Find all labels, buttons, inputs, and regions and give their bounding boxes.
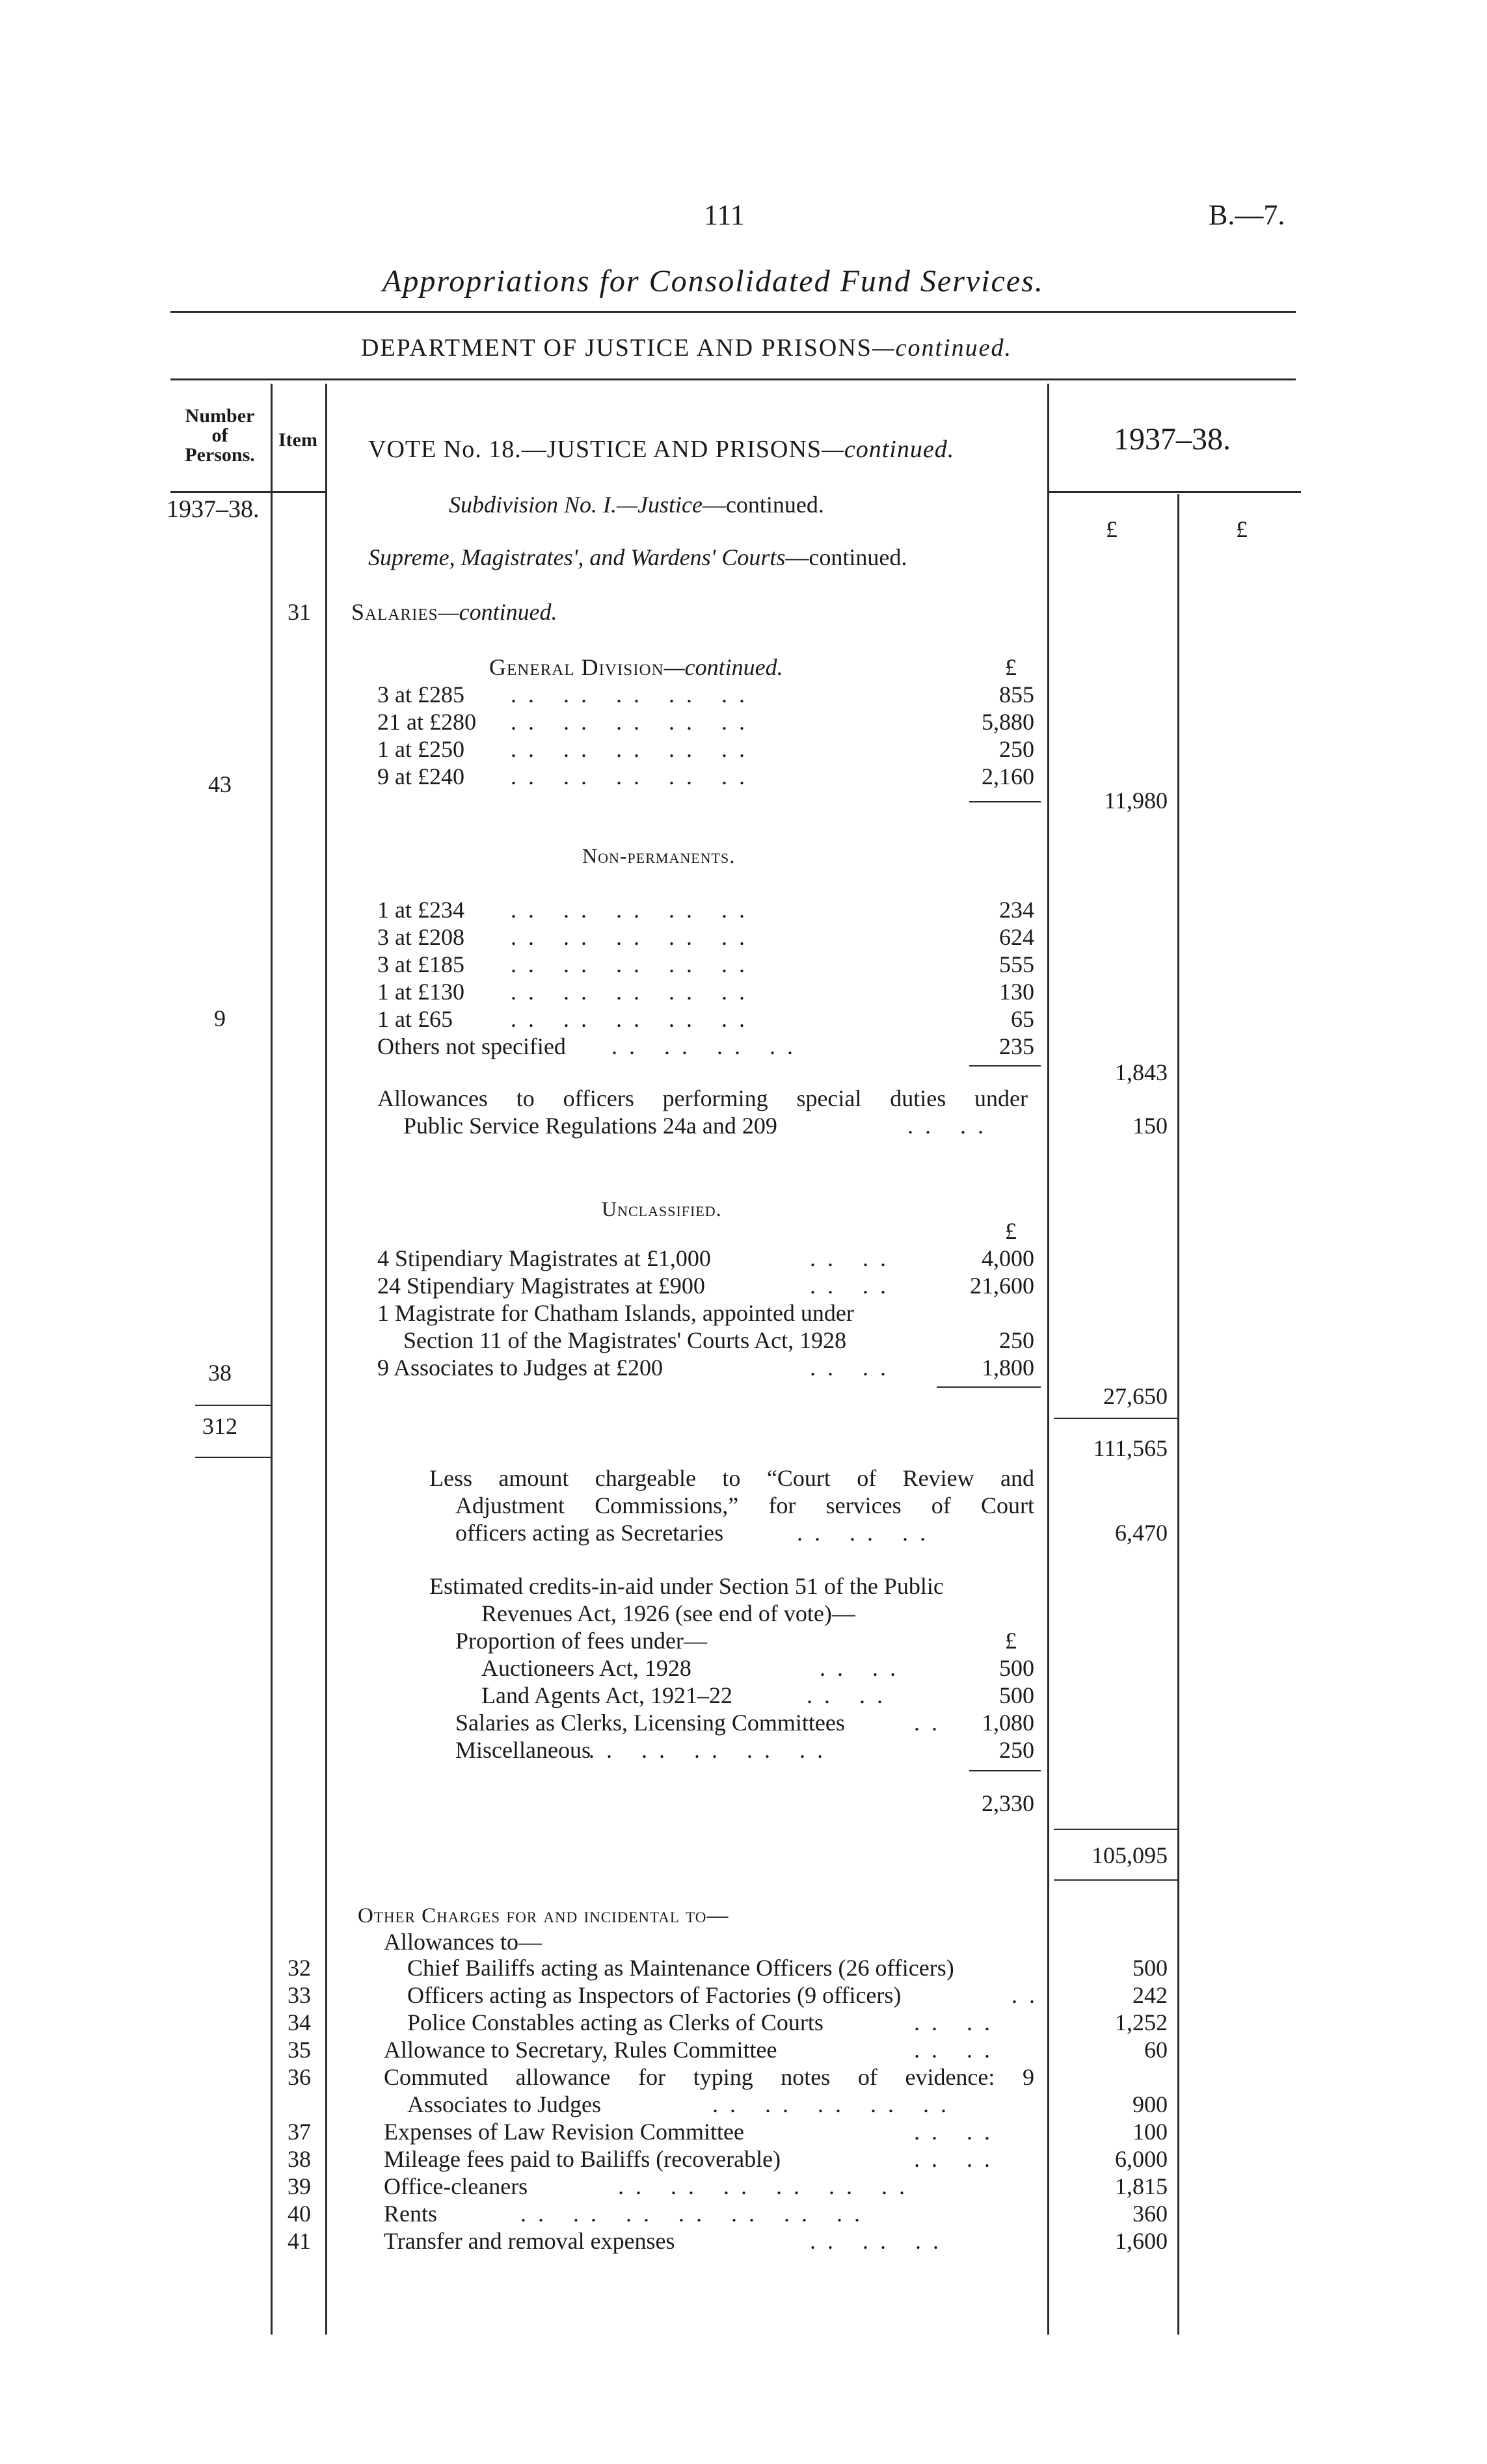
item-column-header: Item [278, 429, 317, 451]
section-total: 27,650 [1103, 1383, 1168, 1409]
credits-line3: Proportion of fees under— [455, 1628, 707, 1654]
charge-amount: 900 [1132, 2091, 1168, 2117]
leader-dots: .. .. [914, 2009, 1002, 2035]
charge-label: Rents [384, 2201, 438, 2227]
allowances-special-line2: Public Service Regulations 24a and 209 [403, 1113, 777, 1139]
list-item: 1 at £130 [377, 979, 464, 1005]
leader-dots: .. .. [914, 2146, 1002, 2172]
item-number: 31 [288, 599, 311, 625]
list-amount: 130 [999, 979, 1034, 1005]
charge-label: Mileage fees paid to Bailiffs (recoverable) [384, 2146, 781, 2172]
subdivision-heading: Subdivision No. I.—Justice—continued. [449, 492, 824, 518]
persons-count: 38 [208, 1360, 232, 1386]
pound-sign: £ [1005, 654, 1017, 680]
page-number: 111 [704, 199, 745, 231]
persons-total-rule [195, 1457, 271, 1458]
credits-line1: Estimated credits-in-aid under Section 51 of the Public [429, 1573, 944, 1599]
charge-label: Expenses of Law Revision Committee [384, 2119, 744, 2145]
list-item: 24 Stipendiary Magistrates at £900 [377, 1273, 705, 1299]
leader-dots: .. .. [810, 1355, 898, 1381]
item-column-rule [325, 384, 327, 2335]
list-amount: 235 [999, 1033, 1034, 1059]
item-number: 39 [288, 2173, 311, 2199]
leader-dots: .. .. .. .. .. [712, 2091, 958, 2117]
leader-dots: .. [1011, 1982, 1047, 2008]
list-amount: 1,800 [982, 1355, 1034, 1381]
item-number: 32 [288, 1955, 311, 1981]
vote-heading: VOTE No. 18.—JUSTICE AND PRISONS—continued. [368, 436, 955, 463]
list-item: 4 Stipendiary Magistrates at £1,000 [377, 1245, 711, 1271]
leader-dots: .. .. .. .. .. [511, 924, 757, 950]
list-amount: 5,880 [982, 709, 1034, 735]
leader-dots: .. .. .. .. .. [511, 709, 757, 735]
net-total: 105,095 [1092, 1842, 1168, 1868]
leader-dots: .. .. .. .. .. [511, 979, 757, 1005]
less-chargeable-amount: 6,470 [1115, 1520, 1168, 1546]
list-amount: 4,000 [982, 1245, 1034, 1271]
charge-label: Office-cleaners [384, 2173, 528, 2199]
list-amount: 250 [999, 1327, 1034, 1353]
list-item: 21 at £280 [377, 709, 476, 735]
charge-amount: 500 [1132, 1955, 1168, 1981]
charge-amount: 1,815 [1115, 2173, 1168, 2199]
list-amount: 250 [999, 736, 1034, 762]
list-item: 1 at £250 [377, 736, 464, 762]
list-amount: 855 [999, 682, 1034, 708]
net-total-rule-top [1054, 1829, 1177, 1830]
year-left: 1937–38. [167, 496, 260, 523]
non-permanents-heading: Non-permanents. [582, 844, 736, 868]
persons-column-header: Number of Persons. [185, 405, 255, 466]
list-amount: 500 [999, 1655, 1034, 1681]
item-number: 40 [288, 2201, 311, 2227]
leader-dots: .. .. [810, 1273, 898, 1299]
list-item: Miscellaneous [455, 1737, 591, 1763]
other-charges-heading: Other Charges for and incidental to— [358, 1904, 729, 1927]
credits-line2: Revenues Act, 1926 (see end of vote)— [481, 1600, 855, 1626]
list-amount: 65 [1011, 1006, 1034, 1032]
amount-inner-rule [1177, 494, 1179, 2335]
leader-dots: .. .. [907, 1113, 995, 1139]
allowances-special-line1: Allowances to officers performing special duties under [377, 1085, 1028, 1111]
item-number: 35 [288, 2037, 311, 2063]
list-amount: 234 [999, 897, 1034, 923]
charge-amount: 1,600 [1115, 2228, 1168, 2254]
list-item: 9 Associates to Judges at £200 [377, 1355, 663, 1381]
leader-dots: .. .. [820, 1655, 907, 1681]
list-item: Land Agents Act, 1921–22 [481, 1682, 732, 1708]
charge-label: Allowance to Secretary, Rules Committee [384, 2037, 777, 2063]
list-item: Salaries as Clerks, Licensing Committees [455, 1710, 845, 1736]
leader-dots: .. .. .. .. [611, 1033, 805, 1059]
charge-label-continued: Associates to Judges [407, 2091, 601, 2117]
item-number: 33 [288, 1982, 311, 2008]
list-amount: 1,080 [982, 1710, 1034, 1736]
persons-column-rule [271, 384, 273, 2335]
title-rule [170, 311, 1296, 313]
allowances-to-heading: Allowances to— [384, 1929, 542, 1955]
charge-label: Police Constables acting as Clerks of Courts [407, 2009, 824, 2035]
header-rule-left [170, 491, 325, 493]
leader-dots: .. .. .. [797, 1520, 937, 1546]
list-item: 1 at £234 [377, 897, 464, 923]
persons-count: 9 [214, 1005, 226, 1031]
item-number: 38 [288, 2146, 311, 2172]
allowances-special-amount: 150 [1132, 1113, 1168, 1139]
list-amount: 624 [999, 924, 1034, 950]
sum-rule [969, 1770, 1041, 1771]
list-item: 1 Magistrate for Chatham Islands, appointed under [377, 1300, 854, 1326]
item-number: 37 [288, 2119, 311, 2145]
net-total-rule-bottom [1054, 1879, 1177, 1881]
list-item: 3 at £208 [377, 924, 464, 950]
leader-dots: .. .. .. .. .. .. [618, 2173, 917, 2199]
leader-dots: .. .. .. .. .. [511, 736, 757, 762]
list-amount: 555 [999, 951, 1034, 977]
page-title: Appropriations for Consolidated Fund Services. [382, 264, 1044, 298]
header-rule-right [1047, 491, 1301, 493]
charge-amount: 242 [1132, 1982, 1168, 2008]
list-item: 3 at £285 [377, 682, 464, 708]
item-number: 34 [288, 2009, 311, 2035]
list-amount: 500 [999, 1682, 1034, 1708]
credits-total: 2,330 [982, 1790, 1034, 1816]
section-total: 1,843 [1115, 1059, 1168, 1085]
leader-dots: .. .. .. .. .. [511, 1006, 757, 1032]
list-item: Others not specified [377, 1033, 566, 1059]
charge-amount: 60 [1144, 2037, 1168, 2063]
list-amount: 250 [999, 1737, 1034, 1763]
charge-label: Chief Bailiffs acting as Maintenance Officers (26 officers) [407, 1955, 954, 1981]
leader-dots: .. .. [914, 2037, 1002, 2063]
list-amount: 2,160 [982, 763, 1034, 789]
charge-amount: 100 [1132, 2119, 1168, 2145]
list-item: Section 11 of the Magistrates' Courts Act, 1928 [403, 1327, 847, 1353]
leader-dots: .. .. .. .. .. [511, 951, 757, 977]
general-division-heading: General Division—continued. [489, 654, 783, 680]
list-item: Auctioneers Act, 1928 [481, 1655, 691, 1681]
unclassified-heading: Unclassified. [602, 1197, 722, 1221]
year-header: 1937–38. [1114, 422, 1231, 457]
list-item: 1 at £65 [377, 1006, 453, 1032]
pound-column-2: £ [1236, 516, 1248, 542]
courts-heading: Supreme, Magistrates', and Wardens' Courts—continued. [368, 544, 907, 570]
document-reference: B.—7. [1209, 199, 1285, 231]
list-item: 3 at £185 [377, 951, 464, 977]
leader-dots: .. .. .. .. .. [511, 897, 757, 923]
persons-count: 43 [208, 771, 232, 797]
charge-amount: 6,000 [1115, 2146, 1168, 2172]
persons-sum-rule [195, 1405, 271, 1406]
pound-sign: £ [1005, 1218, 1017, 1244]
persons-total: 312 [202, 1413, 237, 1439]
leader-dots: .. .. .. .. .. [511, 682, 757, 708]
department-rule [170, 378, 1296, 380]
charge-amount: 1,252 [1115, 2009, 1168, 2035]
item-number: 41 [288, 2228, 311, 2254]
charge-label: Transfer and removal expenses [384, 2228, 675, 2254]
item-number: 36 [288, 2064, 311, 2090]
leader-dots: .. .. [807, 1682, 894, 1708]
charge-amount: 360 [1132, 2201, 1168, 2227]
section-total: 11,980 [1104, 788, 1168, 814]
pound-column-1: £ [1106, 516, 1118, 542]
leader-dots: .. .. [914, 2119, 1002, 2145]
salaries-heading: Salaries—continued. [351, 599, 557, 625]
leader-dots: .. .. .. .. .. [589, 1737, 835, 1763]
leader-dots: .. .. .. .. .. .. .. [520, 2201, 872, 2227]
subtotal-rule [1054, 1418, 1177, 1419]
department-heading: DEPARTMENT OF JUSTICE AND PRISONS—continued. [361, 334, 1013, 362]
less-chargeable-line3: officers acting as Secretaries [455, 1520, 724, 1546]
leader-dots: .. .. [810, 1245, 898, 1271]
leader-dots: .. .. .. [810, 2228, 950, 2254]
leader-dots: .. .. .. .. .. [511, 763, 757, 789]
list-amount: 21,600 [970, 1273, 1034, 1299]
charge-label: Commuted allowance for typing notes of evidence: 9 [384, 2064, 1034, 2090]
leader-dots: .. [914, 1710, 949, 1736]
less-chargeable-line2: Adjustment Commissions,” for services of Court [455, 1492, 1034, 1518]
charge-label: Officers acting as Inspectors of Factories (9 officers) [407, 1982, 902, 2008]
subtotal: 111,565 [1093, 1435, 1168, 1461]
pound-sign: £ [1005, 1628, 1017, 1654]
list-item: 9 at £240 [377, 763, 464, 789]
less-chargeable-line1: Less amount chargeable to “Court of Review and [429, 1465, 1034, 1491]
